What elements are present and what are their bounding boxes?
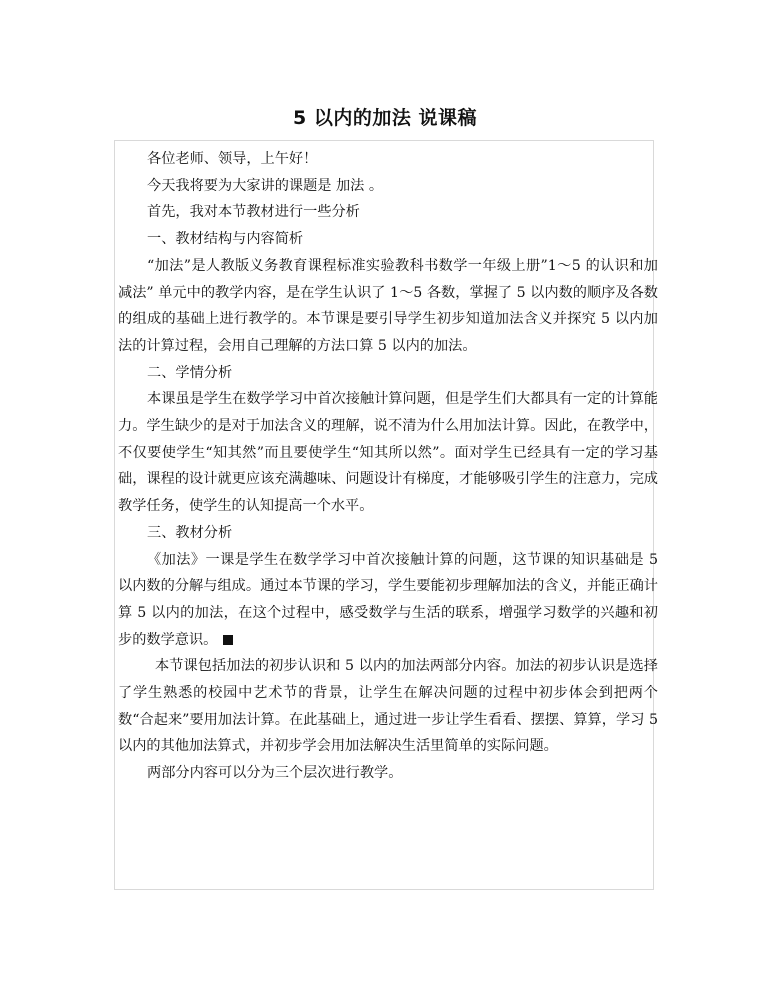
paragraph-intro: 首先，我对本节教材进行一些分析 (147, 204, 360, 221)
paragraph-structure: “加法”是人教版义务教育课程标准实验教科书数学一年级上册”1～5 的认识和加减法” 单元中的教学内容，是在学生认识了 1～5 各数，掌握了 5 以内数的顺序及各数的组成的基础上进行教学的。本节课是要引导学生初步知道加法含义并探究 5 以内加法的计算过程，会用自己理解的方法口算 5 以内的加法。 (118, 257, 658, 354)
paragraph-students: 本课虽是学生在数学学习中首次接触计算问题，但是学生们大都具有一定的计算能力。学生缺少的是对于加法含义的理解，说不清为什么用加法计算。因此，在教学中，不仅要使学生“知其然”而且要使学生“知其所以然”。面对学生已经具有一定的学习基础，课程的设计就更应该充满趣味、问题设计有梯度，才能够吸引学生的注意力，完成教学任务，使学生的认知提高一个水平。 (118, 391, 658, 515)
section-heading-structure: 一、教材结构与内容简析 (147, 231, 304, 248)
section-heading-material: 三、教材分析 (147, 524, 233, 541)
square-bullet-icon (223, 635, 233, 645)
paragraph-topic: 今天我将要为大家讲的课题是 加法 。 (147, 177, 384, 194)
document-body (118, 146, 658, 787)
document-title: 5 以内的加法 说课稿 (293, 107, 477, 129)
paragraph-content: 本节课包括加法的初步认识和 5 以内的加法两部分内容。加法的初步认识是选择了学生熟悉的校园中艺术节的背景，让学生在解决问题的过程中初步体会到把两个数“合起来”要用加法计算。在此基础上，通过进一步让学生看看、摆摆、算算，学习 5 以内的其他加法算式，并初步学会用加法解决生活里简单的实际问题。 (118, 658, 658, 755)
paragraph-material-text: 《加法》一课是学生在数学学习中首次接触计算的问题，这节课的知识基础是 5 以内数的分解与组成。通过本节课的学习，学生要能初步理解加法的含义，并能正确计算 5 以内的加法，在这个过程中，感受数学与生活的联系，增强学习数学的兴趣和初步的数学意识。 (118, 551, 658, 648)
paragraph-greeting: 各位老师、领导，上午好！ (147, 151, 318, 167)
paragraph-material (118, 547, 658, 654)
paragraph-levels: 两部分内容可以分为三个层次进行教学。 (147, 765, 403, 782)
section-heading-students: 二、学情分析 (147, 364, 233, 381)
